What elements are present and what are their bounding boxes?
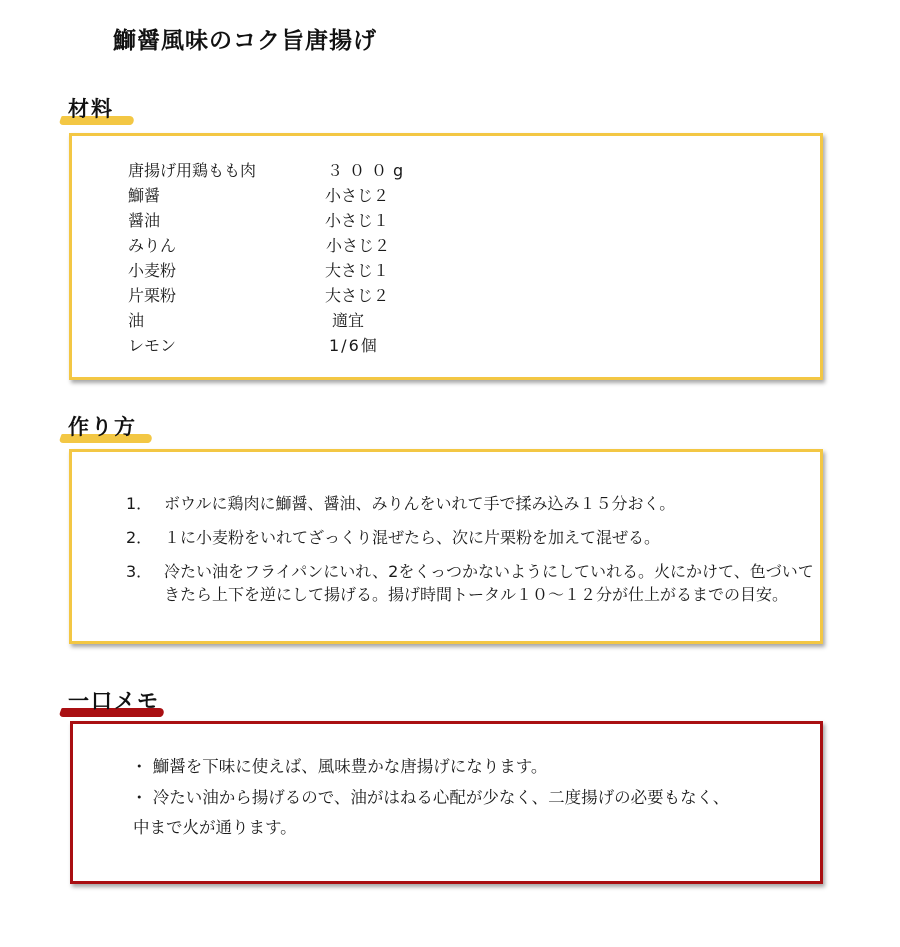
step-number: 1． xyxy=(126,494,153,513)
page-title: 鰤醤風味のコク旨唐揚げ xyxy=(113,27,377,54)
memo-heading-label: 一口メモ xyxy=(68,688,160,713)
ingredient-name: 唐揚げ用鶏もも肉 xyxy=(128,161,257,180)
step-number: 3． xyxy=(126,562,153,581)
step-text: １に小麦粉をいれてざっくり混ぜたら、次に片栗粉を加えて混ぜる。 xyxy=(164,528,661,547)
ingredient-qty: 小さじ２ xyxy=(326,236,391,255)
memo-line: ・ 冷たい油から揚げるので、油がはねる心配が少なく、二度揚げの必要もなく、 xyxy=(131,788,730,807)
ingredients-box xyxy=(69,133,823,380)
step-number: 2． xyxy=(126,528,153,547)
step-text: ボウルに鶏肉に鰤醤、醤油、みりんをいれて手で揉み込み１５分おく。 xyxy=(164,494,676,513)
ingredient-qty: 小さじ１ xyxy=(325,211,390,230)
memo-heading xyxy=(60,685,170,721)
ingredient-name: 片栗粉 xyxy=(128,286,177,305)
ingredient-qty: 大さじ２ xyxy=(325,286,390,305)
ingredient-qty: ３００g xyxy=(327,161,410,180)
ingredient-name: 油 xyxy=(128,311,145,330)
ingredient-name: 小麦粉 xyxy=(128,261,177,280)
ingredients-heading xyxy=(60,93,140,129)
ingredient-qty: 1/6個 xyxy=(329,336,379,355)
ingredient-qty: 適宜 xyxy=(332,311,365,330)
ingredients-heading-label: 材料 xyxy=(68,96,114,121)
step-text-continued: きたら上下を逆にして揚げる。揚げ時間トータル１０～１２分が仕上がるまでの目安。 xyxy=(164,585,789,604)
memo-line: ・ 鰤醤を下味に使えば、風味豊かな唐揚げになります。 xyxy=(131,757,548,776)
ingredient-name: みりん xyxy=(128,236,177,255)
ingredient-qty: 大さじ１ xyxy=(325,261,390,280)
steps-heading-label: 作り方 xyxy=(68,414,137,439)
steps-box xyxy=(69,449,823,644)
ingredient-name: 鰤醤 xyxy=(128,186,161,205)
memo-line: 中まで火が通ります。 xyxy=(133,818,297,837)
ingredient-qty: 小さじ２ xyxy=(325,186,390,205)
memo-box xyxy=(70,721,823,884)
ingredient-name: レモン xyxy=(128,336,177,355)
step-text: 冷たい油をフライパンにいれ、2をくっつかないようにしていれる。火にかけて、色づいて xyxy=(164,562,814,581)
steps-heading xyxy=(60,411,160,447)
ingredient-name: 醤油 xyxy=(128,211,161,230)
